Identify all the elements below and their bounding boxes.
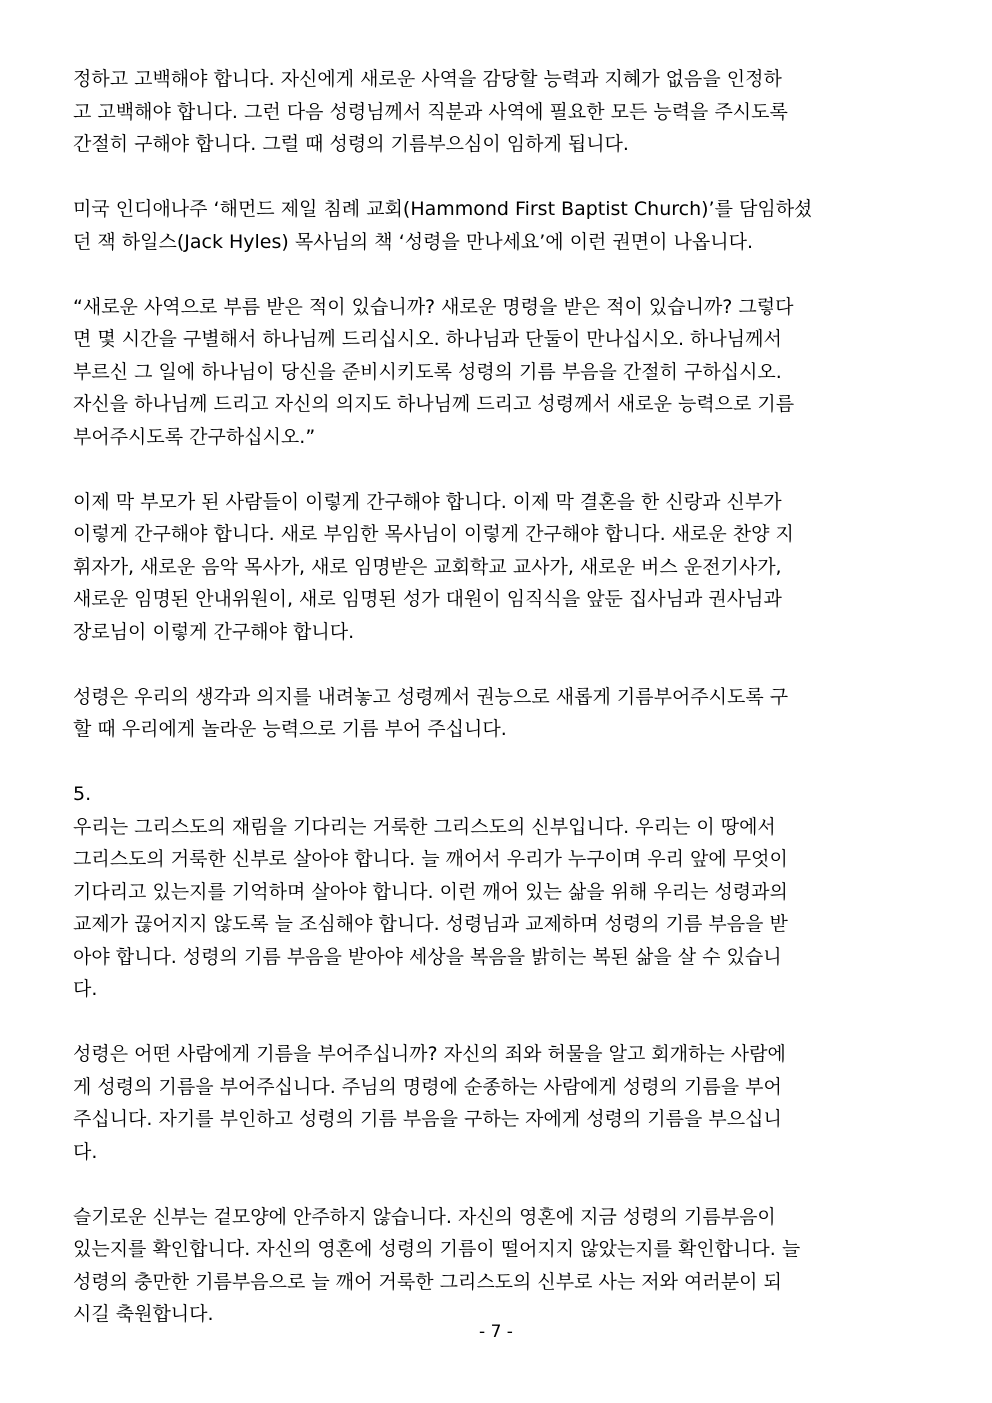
paragraph-anointing-power: 성령은 우리의 생각과 의지를 내려놓고 성령께서 권능으로 새롭게 기름부어주시도록 구 할 때 우리에게 놀라운 능력으로 기름 부어 주십니다.	[73, 685, 789, 740]
paragraph-gap	[73, 1006, 923, 1039]
paragraph-new-roles: 이제 막 부모가 된 사람들이 이렇게 간구해야 합니다. 이제 막 결혼을 한 신랑과 신부가 이렇게 간구해야 합니다. 새로 부임한 목사님이 이렇게 간구해야 합니다. 새로운 찬양 지 휘자가, 새로운 음악 목사가, 새로 임명받은 교회학교 교사가, 새로운 버스 운전기사가, 새로운 임명된 안내위원이, 새로 임명된 성가 대원이 임직식을 앞둔 집사님과 권사님과 장로님이 이렇게 간구해야 합니다.	[73, 490, 794, 643]
paragraph-gap	[73, 258, 923, 291]
section-5-paragraph: 5. 우리는 그리스도의 재림을 기다리는 거룩한 그리스도의 신부입니다. 우리는 이 땅에서 그리스도의 거룩한 신부로 살아야 합니다. 늘 깨어서 우리가 누구이며 우리 앞에 무엇이 기다리고 있는지를 기억하며 살아야 합니다. 이런 깨어 있는 삶을 위해 우리는 성령과의 교제가 끊어지지 않도록 늘 조심해야 합니다. 성령님과 교제하며 성령의 기름 부음을 받 아야 합니다. 성령의 기름 부음을 받아야 세상을 복음을 밝히는 복된 삶을 살 수 있습니 다.	[73, 783, 788, 1000]
document-body	[73, 63, 923, 1331]
paragraph-confession: 정하고 고백해야 합니다. 자신에게 새로운 사역을 감당할 능력과 지혜가 없음을 인정하 고 고백해야 합니다. 그런 다음 성령님께서 직분과 사역에 필요한 모든 능력을 주시도록 간절히 구해야 합니다. 그럴 때 성령의 기름부으심이 임하게 됩니다.	[73, 68, 788, 155]
paragraph-who-receives: 성령은 어떤 사람에게 기름을 부어주십니까? 자신의 죄와 허물을 알고 회개하는 사람에 게 성령의 기름을 부어주십니다. 주님의 명령에 순종하는 사람에게 성령의 기름을 부어 주십니다. 자기를 부인하고 성령의 기름 부음을 구하는 자에게 성령의 기름을 부으십니 다.	[73, 1043, 786, 1163]
paragraph-gap	[73, 1168, 923, 1201]
page-number: - 7 -	[479, 1322, 513, 1342]
paragraph-quote: “새로운 사역으로 부름 받은 적이 있습니까? 새로운 명령을 받은 적이 있습니까? 그렇다 면 몇 시간을 구별해서 하나님께 드리십시오. 하나님과 단둘이 만나십시오. 하나님께서 부르신 그 일에 하나님이 당신을 준비시키도록 성령의 기름 부음을 간절히 구하십시오. 자신을 하나님께 드리고 자신의 의지도 하나님께 드리고 성령께서 새로운 능력으로 기름 부어주시도록 간구하십시오.”	[73, 295, 795, 448]
paragraph-gap	[73, 648, 923, 681]
paragraph-jack-hyles-intro: 미국 인디애나주 ‘해먼드 제일 침례 교회(Hammond First Baptist Church)’를 담임하셨 던 잭 하일스(Jack Hyles) 목사님의 책 ‘성령을 만나세요’에 이런 권면이 나옵니다.	[73, 198, 813, 253]
paragraph-gap	[73, 161, 923, 194]
paragraph-gap	[73, 746, 923, 779]
paragraph-wise-bride: 슬기로운 신부는 겉모양에 안주하지 않습니다. 자신의 영혼에 지금 성령의 기름부음이 있는지를 확인합니다. 자신의 영혼에 성령의 기름이 떨어지지 않았는지를 확인합니다. 늘 성령의 충만한 기름부음으로 늘 깨어 거룩한 그리스도의 신부로 사는 저와 여러분이 되 시길 축원합니다.	[73, 1205, 801, 1325]
paragraph-gap	[73, 453, 923, 486]
